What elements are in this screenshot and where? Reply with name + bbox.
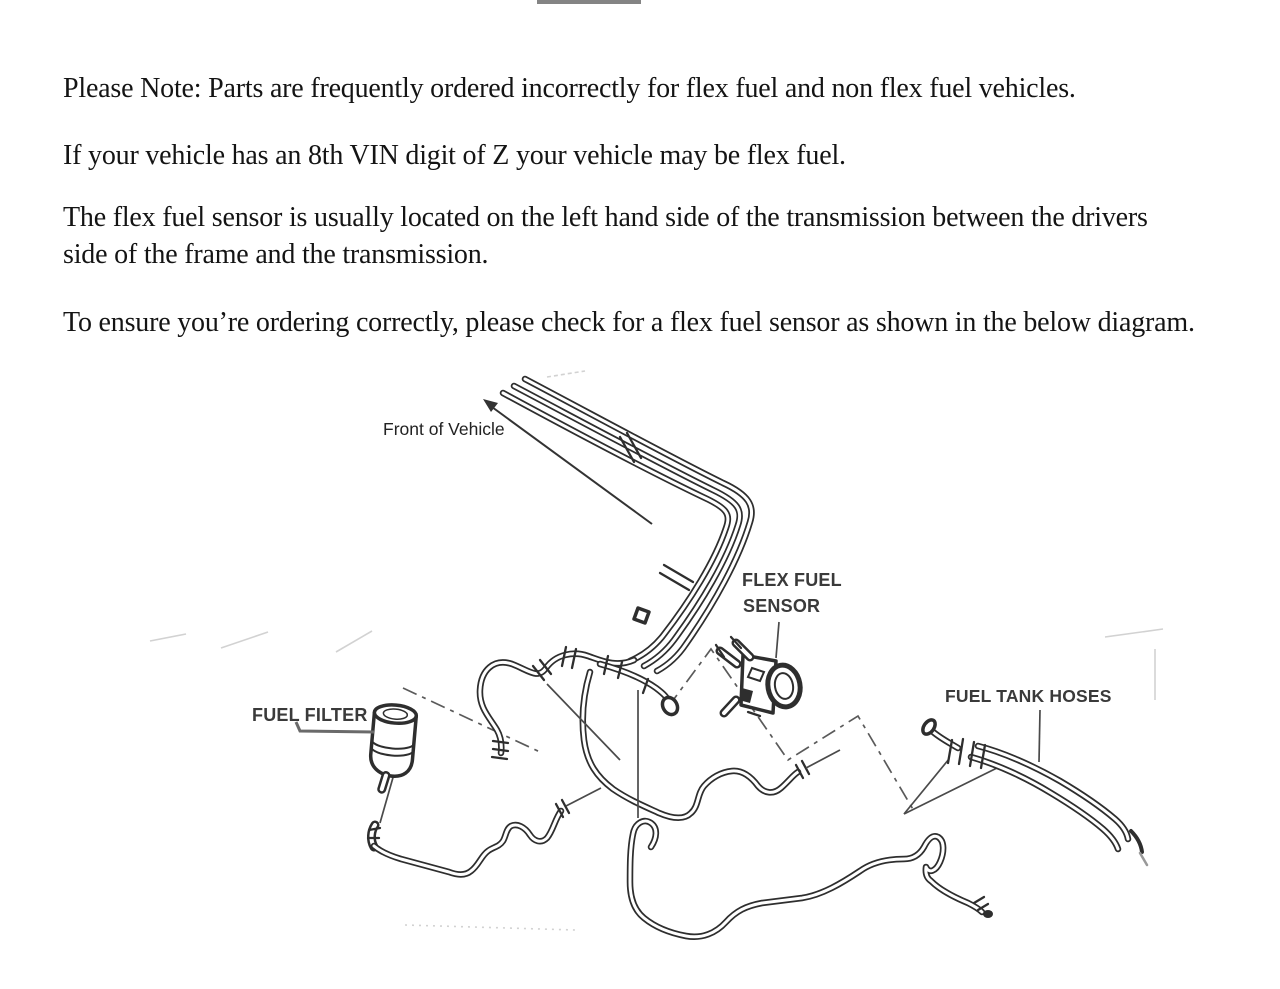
note-paragraph-3-line2: side of the frame and the transmission.	[63, 239, 489, 270]
fuel-tank-hoses-leader-line	[1039, 710, 1040, 762]
bundle-clip-tab	[634, 608, 649, 623]
fuel-tank-hoses-label: FUEL TANK HOSES	[945, 686, 1112, 706]
fuel-tank-hoses-drawing	[920, 718, 1147, 865]
faint-ghost-lines	[150, 371, 1163, 930]
fuel-line-bundle	[503, 379, 752, 671]
flex-fuel-sensor-label-line1: FLEX FUEL	[742, 570, 842, 590]
front-of-vehicle-label: Front of Vehicle	[383, 419, 505, 439]
flex-fuel-sensor-leader-line	[776, 622, 779, 658]
bottom-right-fuel-hose	[630, 821, 993, 937]
note-paragraph-3-line1: The flex fuel sensor is usually located on the left hand side of the transmission between the drivers	[63, 202, 1148, 233]
note-paragraph-2: If your vehicle has an 8th VIN digit of Z your vehicle may be flex fuel.	[63, 140, 846, 171]
note-paragraph-4: To ensure you’re ordering correctly, please check for a flex fuel sensor as shown in the below diagram.	[63, 307, 1195, 338]
bottom-left-fuel-line	[368, 774, 601, 875]
front-of-vehicle-arrow	[383, 399, 652, 524]
flex-fuel-sensor-label-line2: SENSOR	[743, 596, 821, 616]
fuel-filter-label: FUEL FILTER	[252, 705, 368, 725]
note-paragraph-1: Please Note: Parts are frequently ordered incorrectly for flex fuel and non flex fuel vehicles.	[63, 73, 1076, 104]
